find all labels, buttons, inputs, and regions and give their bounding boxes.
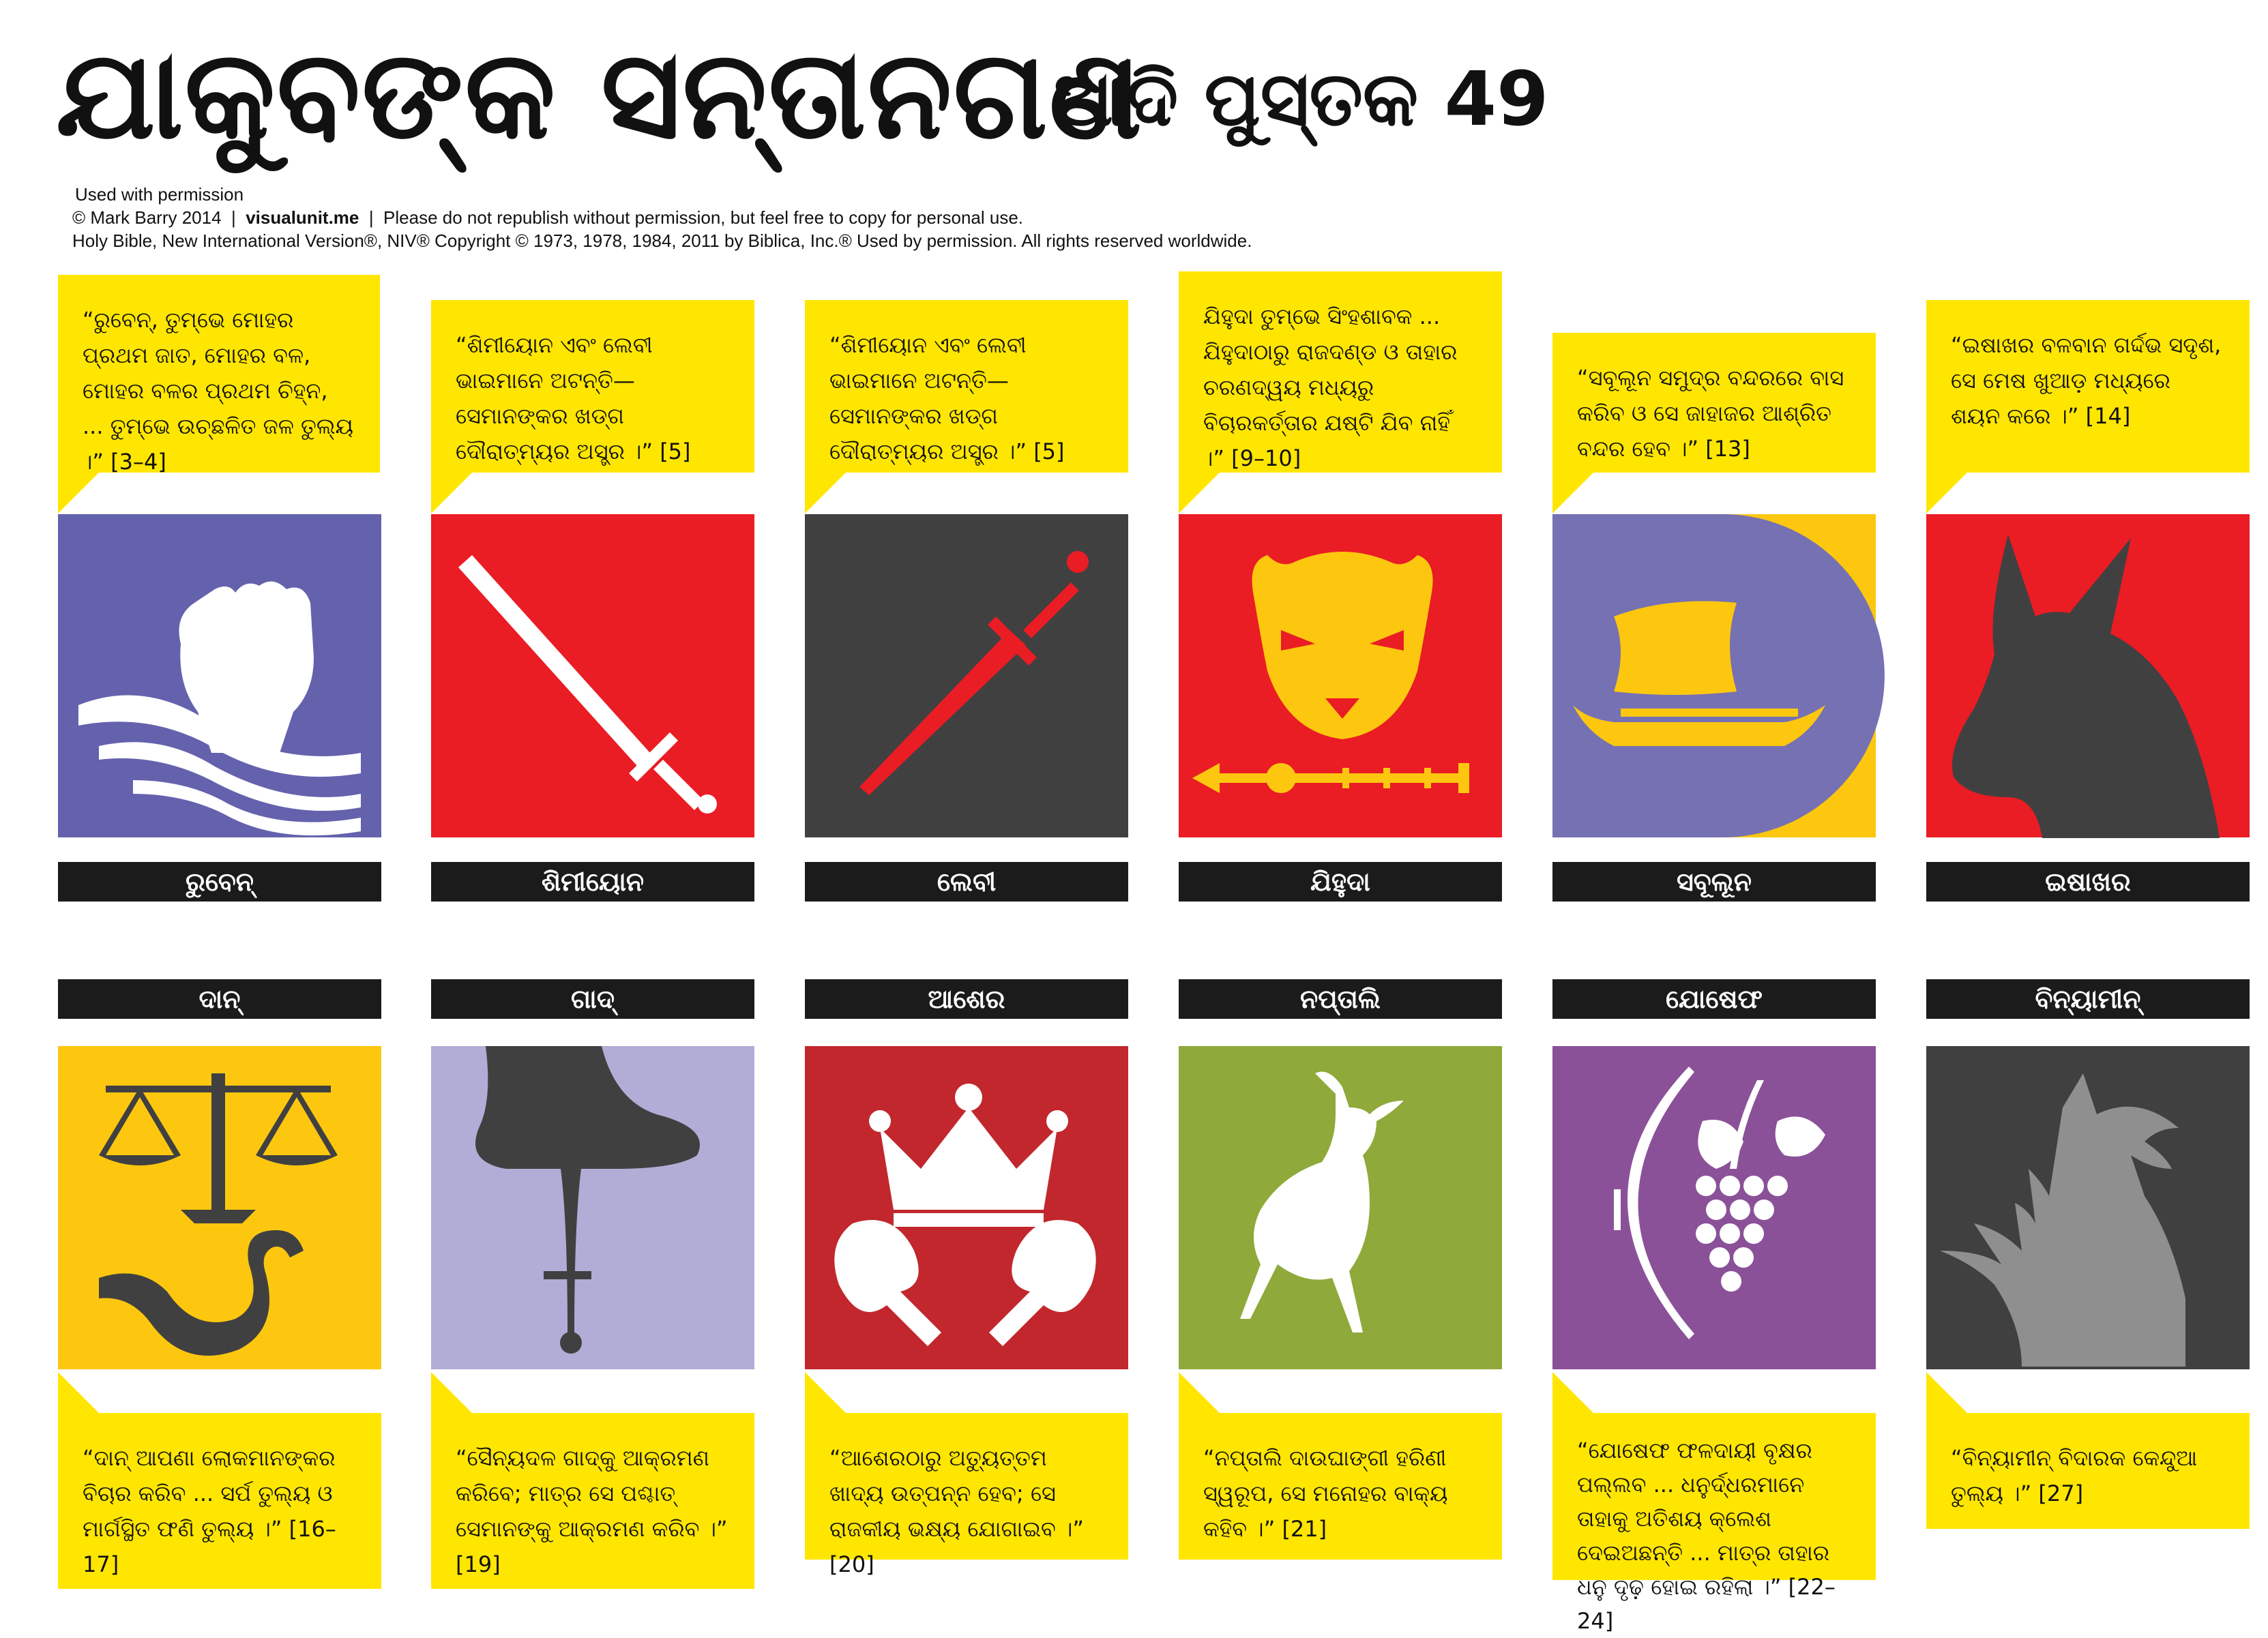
quote-tail xyxy=(1926,473,1967,513)
quote-text: “ସୈନ୍ୟଦଳ ଗାଦ୍‌କୁ ଆକ୍ରମଣ କରିବେ; ମାତ୍ର ସେ ପଶ୍ଚାତ୍ ସେମାନଙ୍କୁ ଆକ୍ରମଣ କରିବ ।” [19] xyxy=(456,1445,728,1577)
tribe-tile-reuben xyxy=(58,514,381,837)
quote-reuben xyxy=(58,275,380,473)
donkey-icon xyxy=(1926,514,2250,837)
quote-asher xyxy=(805,1413,1128,1577)
quote-text: “ରୁବେନ୍, ତୁମ୍ଭେ ମୋହର ପ୍ରଥମ ଜାତ, ମୋହର ବଳ, ମୋହର ବଳର ପ୍ରଥମ ଚିହ୍ନ, ... ତୁମ୍ଭେ ଉଚ୍ଛଳିତ ଜଳ ତୁଲ୍ୟ ।” [3–4] xyxy=(83,307,354,475)
crown-drumsticks-icon xyxy=(805,1046,1128,1369)
dagger-icon xyxy=(805,514,1128,837)
deer-icon xyxy=(1179,1046,1502,1369)
quote-tail xyxy=(1552,1372,1593,1413)
tribe-label-benjamin: ବିନ୍ୟାମୀନ୍ xyxy=(1926,979,2250,1019)
quote-issachar xyxy=(1926,300,2250,473)
tribe-tile-levi xyxy=(805,514,1128,837)
quote-tail xyxy=(805,473,846,513)
tribe-label-reuben: ରୁବେନ୍ xyxy=(58,862,381,902)
quote-text: “ନପ୍ତାଲି ଦାଉଘାଙ୍ଗୀ ହରିଣୀ ସ୍ୱରୂପ, ସେ ମନୋହର ବାକ୍ୟ କହିବ ।” [21] xyxy=(1203,1445,1448,1542)
quote-judah xyxy=(1179,271,1502,473)
tribe-tile-asher xyxy=(805,1046,1128,1369)
tribe-tile-simeon xyxy=(431,514,754,837)
tribe-label-asher: ଆଶେର xyxy=(805,979,1128,1019)
quote-naphtali xyxy=(1179,1413,1502,1560)
quote-tail xyxy=(431,1372,472,1413)
quote-gad xyxy=(431,1413,754,1589)
quote-tail xyxy=(1179,1372,1220,1413)
quote-tail xyxy=(58,1372,99,1413)
tribe-tile-zebulun xyxy=(1552,514,1876,837)
bow-grapes-icon xyxy=(1552,1046,1876,1369)
quote-simeon xyxy=(431,300,754,473)
tribe-label-simeon: ଶିମୀୟୋନ xyxy=(431,862,754,902)
copyright: © Mark Barry 2014 xyxy=(72,207,222,228)
quote-tail xyxy=(58,473,99,513)
quote-benjamin xyxy=(1926,1413,2250,1529)
quote-tail xyxy=(1926,1372,1967,1413)
tribe-tile-benjamin xyxy=(1926,1046,2250,1369)
quote-text: “ବିନ୍ୟାମୀନ୍ ବିଦାରକ କେନ୍ଦୁଆ ତୁଲ୍ୟ ।” [27] xyxy=(1951,1445,2198,1506)
bible-copyright: Holy Bible, New International Version®, NIV® Copyright © 1973, 1978, 1984, 2011 by Biblica, Inc.® Used by permission. All rights reserved worldwide. xyxy=(72,230,1252,251)
wolf-icon xyxy=(1926,1046,2250,1369)
quote-tail xyxy=(1179,473,1220,513)
tribe-tile-judah xyxy=(1179,514,1502,837)
ship-icon xyxy=(1552,514,1876,837)
quote-text: “ଯୋଷେଫ ଫଳଦାୟୀ ବୃକ୍ଷର ପଲ୍ଲବ ... ଧନୁର୍ଦ୍ଧରମାନେ ତାହାକୁ ଅତିଶୟ କ୍ଲେଶ ଦେଇଅଛନ୍ତି ... ମାତ୍ର ତାହାର ଧନୁ ଦୃଢ଼ ହୋଇ ରହିଲା ।” [22–24] xyxy=(1577,1438,1836,1634)
tribe-tile-dan xyxy=(58,1046,381,1369)
quote-dan xyxy=(58,1413,381,1589)
permission-line: Used with permission xyxy=(75,184,244,205)
tribe-label-levi: ଲେବୀ xyxy=(805,862,1128,902)
tribe-label-gad: ଗାଦ୍ xyxy=(431,979,754,1019)
republish-notice: Please do not republish without permission, but feel free to copy for personal use. xyxy=(383,207,1024,228)
quote-text: “ଦାନ୍ ଆପଣା ଲୋକମାନଙ୍କର ବିଚାର କରିବ ... ସର୍ପ ତୁଲ୍ୟ ଓ ମାର୍ଗସ୍ଥିତ ଫଣି ତୁଲ୍ୟ ।” [16–17] xyxy=(83,1445,336,1577)
sword-icon xyxy=(431,514,754,837)
quote-tail xyxy=(805,1372,846,1413)
page-subtitle: ଆଦି ପୁସ୍ତକ 49 xyxy=(1054,55,1549,143)
tribe-label-zebulun: ସବୂଲୂନ xyxy=(1552,862,1876,902)
site-link[interactable]: visualunit.me xyxy=(246,207,359,228)
scales-serpent-icon xyxy=(58,1046,381,1369)
quote-zebulun xyxy=(1552,333,1876,473)
page-title: ଯାକୁବଙ୍କ ସନ୍ତାନଗଣ xyxy=(56,24,1143,166)
quote-text: “ଶିମୀୟୋନ ଏବଂ ଲେବୀ ଭାଇମାନେ ଅଟନ୍ତି—ସେମାନଙ୍କର ଖଡ୍ଗ ଦୌରାତ୍ମ୍ୟର ଅସ୍ତ୍ର ।” [5] xyxy=(829,332,1065,464)
tribe-tile-issachar xyxy=(1926,514,2250,837)
quote-joseph xyxy=(1552,1413,1876,1634)
quote-text: “ଆଶେରଠାରୁ ଅତ୍ୟୁତ୍ତମ ଖାଦ୍ୟ ଉତ୍ପନ୍ନ ହେବ; ସେ ରାଜକୀୟ ଭକ୍ଷ୍ୟ ଯୋଗାଇବ ।” [20] xyxy=(829,1445,1085,1577)
quote-text: “ସବୂଲୂନ ସମୁଦ୍ର ବନ୍ଦରରେ ବାସ କରିବ ଓ ସେ ଜାହାଜର ଆଶ୍ରିତ ବନ୍ଦର ହେବ ।” [13] xyxy=(1577,365,1844,462)
tribe-label-issachar: ଇଷାଖର xyxy=(1926,862,2250,902)
lion-scepter-icon xyxy=(1179,514,1502,837)
fist-water-icon xyxy=(58,514,381,837)
tribe-label-judah: ଯିହୁଦା xyxy=(1179,862,1502,902)
tribe-tile-joseph xyxy=(1552,1046,1876,1369)
quote-text: ଯିହୁଦା ତୁମ୍ଭେ ସିଂହଶାବକ ... ଯିହୁଦାଠାରୁ ରାଜଦଣ୍ଡ ଓ ତାହାର ଚରଣଦ୍ୱୟ ମଧ୍ୟରୁ ବିଚାରକର୍ତ୍ତାର ଯଷ୍ଟି ଯିବ ନାହିଁ ।” [9–10] xyxy=(1203,303,1458,471)
quote-tail xyxy=(1552,473,1593,513)
tribe-tile-gad xyxy=(431,1046,754,1369)
quote-levi xyxy=(805,300,1128,473)
tribe-tile-naphtali xyxy=(1179,1046,1502,1369)
credits xyxy=(72,183,1252,252)
quote-text: “ଶିମୀୟୋନ ଏବଂ ଲେବୀ ଭାଇମାନେ ଅଟନ୍ତି—ସେମାନଙ୍କର ଖଡ୍ଗ ଦୌରାତ୍ମ୍ୟର ଅସ୍ତ୍ର ।” [5] xyxy=(456,332,691,464)
quote-tail xyxy=(431,473,472,513)
foot-dagger-icon xyxy=(431,1046,754,1369)
tribe-label-naphtali: ନପ୍ତାଲି xyxy=(1179,979,1502,1019)
copyright-line: © Mark Barry 2014 | visualunit.me | Please do not republish without permission, but feel free to copy for personal use. xyxy=(72,207,1024,228)
tribe-label-dan: ଦାନ୍ xyxy=(58,979,381,1019)
tribe-label-joseph: ଯୋଷେଫ xyxy=(1552,979,1876,1019)
quote-text: “ଇଷାଖର ବଳବାନ ଗର୍ଦ୍ଦଭ ସଦୃଶ, ସେ ମେଷ ଖୁଆଡ଼ ମଧ୍ୟରେ ଶୟନ କରେ ।” [14] xyxy=(1951,332,2222,429)
